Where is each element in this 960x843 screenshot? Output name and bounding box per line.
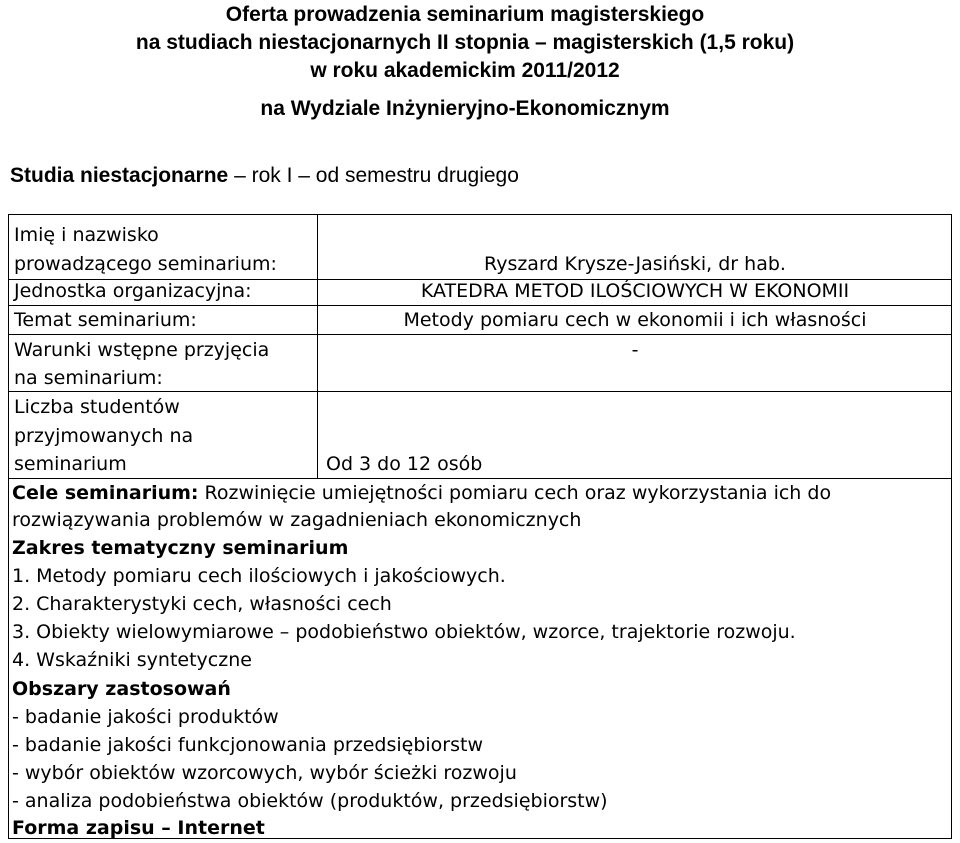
students-label-3: seminarium bbox=[14, 453, 127, 475]
title-line-3: w roku akademickim 2011/2012 bbox=[310, 59, 620, 82]
instructor-label-2: prowadzącego seminarium: bbox=[14, 253, 277, 275]
instructor-value: Ryszard Krysze-Jasiński, dr hab. bbox=[484, 253, 786, 275]
goals-line bbox=[12, 479, 831, 508]
scope-item: 3. Obiekty wielowymiarowe – podobieństwo obiektów, wzorce, trajektorie rozwoju. bbox=[12, 621, 796, 643]
title-line-4: na Wydziale Inżynieryjno-Ekonomicznym bbox=[260, 97, 670, 120]
goals-text-2: rozwiązywania problemów w zagadnieniach ekonomicznych bbox=[12, 509, 582, 531]
goals-text-1: Rozwinięcie umiejętności pomiaru cech oraz wykorzystania ich do bbox=[198, 482, 832, 504]
goals-label: Cele seminarium: bbox=[12, 482, 199, 504]
application-heading: Obszary zastosowań bbox=[12, 678, 231, 700]
scope-item: 1. Metody pomiaru cech ilościowych i jakościowych. bbox=[12, 565, 506, 587]
unit-value: KATEDRA METOD ILOŚCIOWYCH W EKONOMII bbox=[420, 280, 850, 302]
study-mode-line bbox=[10, 164, 519, 188]
study-mode-bold: Studia niestacjonarne bbox=[10, 164, 229, 187]
title-line-2: na studiach niestacjonarnych II stopnia – magisterskich (1,5 roku) bbox=[135, 31, 795, 54]
application-item: - badanie jakości produktów bbox=[12, 706, 279, 728]
title-line-1: Oferta prowadzenia seminarium magisterskiego bbox=[225, 3, 705, 26]
instructor-label-1: Imię i nazwisko bbox=[14, 224, 159, 246]
application-item: - badanie jakości funkcjonowania przedsiębiorstw bbox=[12, 734, 483, 756]
topic-value: Metody pomiaru cech w ekonomii i ich własności bbox=[403, 309, 867, 331]
scope-item: 4. Wskaźniki syntetyczne bbox=[12, 649, 252, 671]
divider bbox=[317, 214, 318, 478]
prereq-value: - bbox=[631, 339, 639, 361]
students-value: Od 3 do 12 osób bbox=[326, 453, 483, 475]
application-item: - wybór obiektów wzorcowych, wybór ścieżki rozwoju bbox=[12, 762, 517, 784]
unit-label: Jednostka organizacyjna: bbox=[14, 280, 252, 302]
enrollment-form: Forma zapisu – Internet bbox=[12, 817, 265, 839]
students-label-1: Liczba studentów bbox=[14, 396, 180, 418]
students-label-2: przyjmowanych na bbox=[14, 425, 194, 447]
scope-item: 2. Charakterystyki cech, własności cech bbox=[12, 593, 392, 615]
topic-label: Temat seminarium: bbox=[14, 309, 197, 331]
scope-heading: Zakres tematyczny seminarium bbox=[12, 537, 349, 559]
prereq-label-1: Warunki wstępne przyjęcia bbox=[14, 339, 270, 361]
study-mode-rest: – rok I – od semestru drugiego bbox=[228, 164, 519, 187]
application-item: - analiza podobieństwa obiektów (produktów, przedsiębiorstw) bbox=[12, 790, 608, 812]
prereq-label-2: na seminarium: bbox=[14, 367, 163, 389]
